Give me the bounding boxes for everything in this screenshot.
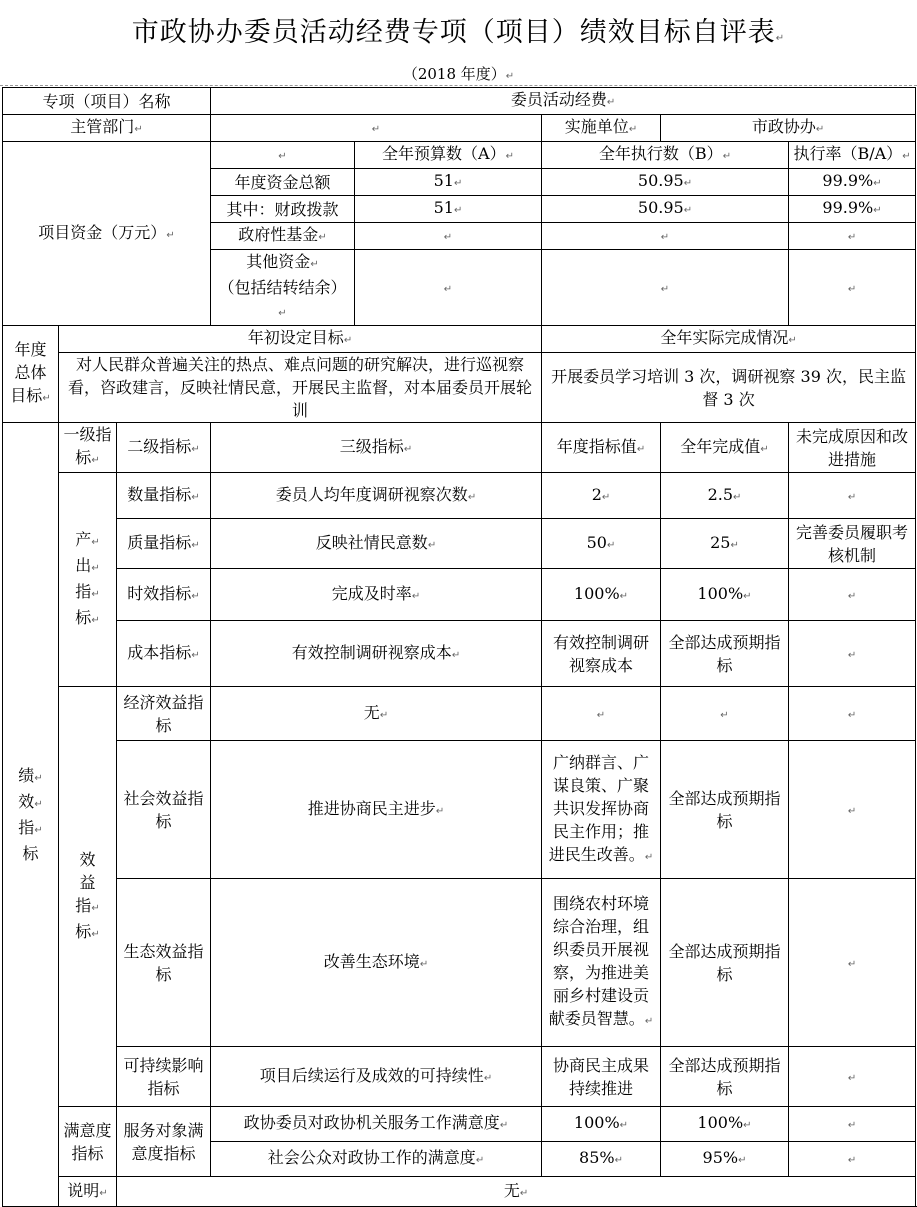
indicator-row bbox=[3, 519, 916, 569]
indicator-target: 协商民主成果持续推进 bbox=[542, 1047, 661, 1107]
funds-header-row bbox=[3, 142, 916, 169]
indicator-reason: 完善委员履职考核机制 bbox=[789, 519, 916, 569]
indicator-row bbox=[3, 473, 916, 519]
indicator-reason: ↵ bbox=[789, 1107, 916, 1142]
indicator-actual: 全部达成预期指标 bbox=[661, 1047, 789, 1107]
funds-rate: 99.9%↵ bbox=[789, 196, 916, 223]
goal-set-text: 对人民群众普遍关注的热点、难点问题的研究解决，进行巡视察看，咨政建言，反映社情民意，开展民主监督，对本届委员开展轮训 bbox=[59, 353, 542, 423]
indicator-level3: 项目后续运行及成效的可持续性↵ bbox=[211, 1047, 542, 1107]
indicator-level3: 社会公众对政协工作的满意度↵ bbox=[211, 1142, 542, 1177]
indicator-target: 100%↵ bbox=[542, 1107, 661, 1142]
funds-rate: 99.9%↵ bbox=[789, 169, 916, 196]
indicator-target: 围绕农村环境综合治理，组织委员开展视察，为推进美丽乡村建设贡献委员智慧。↵ bbox=[542, 879, 661, 1047]
project-name-label: 专项（项目）名称 bbox=[3, 88, 211, 115]
satisfaction-level2: 服务对象满意度指标 bbox=[117, 1107, 211, 1177]
funds-budget: 51↵ bbox=[355, 196, 542, 223]
indicator-reason: ↵ bbox=[789, 569, 916, 621]
indicator-level2: 数量指标↵ bbox=[117, 473, 211, 519]
goal-set-header: 年初设定目标↵ bbox=[59, 326, 542, 353]
col-rate: 执行率（B/A）↵ bbox=[789, 142, 916, 169]
indicator-actual: 95%↵ bbox=[661, 1142, 789, 1177]
indicator-target: 有效控制调研视察成本 bbox=[542, 621, 661, 687]
indicator-level2: 社会效益指标 bbox=[117, 741, 211, 879]
indicator-row bbox=[3, 621, 916, 687]
indicator-level3: 有效控制调研视察成本↵ bbox=[211, 621, 542, 687]
indicator-level3: 完成及时率↵ bbox=[211, 569, 542, 621]
funds-exec: ↵ bbox=[542, 250, 789, 326]
indicator-target: 广纳群言、广谋良策、广聚共识发挥协商民主作用；推进民生改善。↵ bbox=[542, 741, 661, 879]
indicator-row bbox=[3, 1107, 916, 1142]
funds-row-label: 政府性基金↵ bbox=[211, 223, 355, 250]
goal-label: 年度 总体 目标↵ bbox=[3, 326, 59, 423]
indicators-label: 绩↵ 效↵ 指↵ 标 bbox=[3, 423, 59, 1207]
page-title: 市政协办委员活动经费专项（项目）绩效目标自评表↵ bbox=[131, 17, 786, 48]
indicator-row bbox=[3, 879, 916, 1047]
funds-exec: ↵ bbox=[542, 223, 789, 250]
indicator-actual: 全部达成预期指标 bbox=[661, 621, 789, 687]
indicator-level3: 政协委员对政协机关服务工作满意度↵ bbox=[211, 1107, 542, 1142]
indicator-target: 85%↵ bbox=[542, 1142, 661, 1177]
indicator-level2: 时效指标↵ bbox=[117, 569, 211, 621]
indicator-level2: 质量指标↵ bbox=[117, 519, 211, 569]
col-level1: 一级指标↵ bbox=[59, 423, 117, 473]
indicator-row bbox=[3, 569, 916, 621]
impl-unit-label: 实施单位↵ bbox=[542, 115, 661, 142]
divider bbox=[0, 85, 917, 86]
col-target: 年度指标值↵ bbox=[542, 423, 661, 473]
note-label: 说明↵ bbox=[59, 1177, 117, 1207]
indicator-row bbox=[3, 1047, 916, 1107]
project-name-value: 委员活动经费↵ bbox=[211, 88, 916, 115]
indicator-target: 2↵ bbox=[542, 473, 661, 519]
indicator-actual: 全部达成预期指标 bbox=[661, 879, 789, 1047]
funds-rate: ↵ bbox=[789, 223, 916, 250]
note-value: 无↵ bbox=[117, 1177, 916, 1207]
dept-label: 主管部门↵ bbox=[3, 115, 211, 142]
funds-header-blank: ↵ bbox=[211, 142, 355, 169]
indicator-actual: 2.5↵ bbox=[661, 473, 789, 519]
indicator-level3: 无↵ bbox=[211, 687, 542, 741]
funds-label: 项目资金（万元）↵ bbox=[3, 142, 211, 326]
indicator-level3: 委员人均年度调研视察次数↵ bbox=[211, 473, 542, 519]
indicator-level2: 成本指标↵ bbox=[117, 621, 211, 687]
benefit-label: 效 益 指↵ 标↵ bbox=[59, 687, 117, 1107]
output-label: 产↵ 出↵ 指↵ 标↵ bbox=[59, 473, 117, 687]
funds-rate: ↵ bbox=[789, 250, 916, 326]
funds-row-label: 年度资金总额 bbox=[211, 169, 355, 196]
goal-header-row bbox=[3, 326, 916, 353]
indicator-level3: 改善生态环境↵ bbox=[211, 879, 542, 1047]
indicator-target: 100%↵ bbox=[542, 569, 661, 621]
indicator-level3: 反映社情民意数↵ bbox=[211, 519, 542, 569]
evaluation-table bbox=[2, 87, 916, 1207]
row-project-name bbox=[3, 88, 916, 115]
funds-row-label: 其他资金↵ （包括结转结余）↵ bbox=[211, 250, 355, 326]
indicator-reason: ↵ bbox=[789, 473, 916, 519]
dept-value: ↵ bbox=[211, 115, 542, 142]
indicator-actual: ↵ bbox=[661, 687, 789, 741]
funds-exec: 50.95↵ bbox=[542, 169, 789, 196]
funds-exec: 50.95↵ bbox=[542, 196, 789, 223]
indicator-reason: ↵ bbox=[789, 879, 916, 1047]
indicator-reason: ↵ bbox=[789, 741, 916, 879]
row-dept bbox=[3, 115, 916, 142]
goal-actual-text: 开展委员学习培训 3 次，调研视察 39 次，民主监督 3 次 bbox=[542, 353, 916, 423]
col-level2: 二级指标↵ bbox=[117, 423, 211, 473]
col-actual: 全年完成值↵ bbox=[661, 423, 789, 473]
indicator-reason: ↵ bbox=[789, 687, 916, 741]
indicator-actual: 25↵ bbox=[661, 519, 789, 569]
col-budget: 全年预算数（A）↵ bbox=[355, 142, 542, 169]
col-level3: 三级指标↵ bbox=[211, 423, 542, 473]
indicator-reason: ↵ bbox=[789, 1047, 916, 1107]
indicator-level2: 生态效益指标 bbox=[117, 879, 211, 1047]
funds-budget: 51↵ bbox=[355, 169, 542, 196]
note-row bbox=[3, 1177, 916, 1207]
satisfaction-label: 满意度指标 bbox=[59, 1107, 117, 1177]
report-year: （2018 年度）↵ bbox=[402, 65, 515, 83]
indicator-actual: 100%↵ bbox=[661, 1107, 789, 1142]
impl-unit-value: 市政协办↵ bbox=[661, 115, 916, 142]
indicator-level3: 推进协商民主进步↵ bbox=[211, 741, 542, 879]
indicator-target: 50↵ bbox=[542, 519, 661, 569]
indicator-header-row bbox=[3, 423, 916, 473]
funds-row-label: 其中：财政拨款 bbox=[211, 196, 355, 223]
funds-budget: ↵ bbox=[355, 250, 542, 326]
indicator-level2: 可持续影响指标 bbox=[117, 1047, 211, 1107]
funds-budget: ↵ bbox=[355, 223, 542, 250]
col-reason: 未完成原因和改进措施 bbox=[789, 423, 916, 473]
goal-text-row bbox=[3, 353, 916, 423]
goal-actual-header: 全年实际完成情况↵ bbox=[542, 326, 916, 353]
indicator-row bbox=[3, 687, 916, 741]
indicator-actual: 100%↵ bbox=[661, 569, 789, 621]
indicator-reason: ↵ bbox=[789, 621, 916, 687]
indicator-level2: 经济效益指标 bbox=[117, 687, 211, 741]
indicator-reason: ↵ bbox=[789, 1142, 916, 1177]
indicator-actual: 全部达成预期指标 bbox=[661, 741, 789, 879]
col-exec: 全年执行数（B）↵ bbox=[542, 142, 789, 169]
indicator-target: ↵ bbox=[542, 687, 661, 741]
indicator-row bbox=[3, 741, 916, 879]
